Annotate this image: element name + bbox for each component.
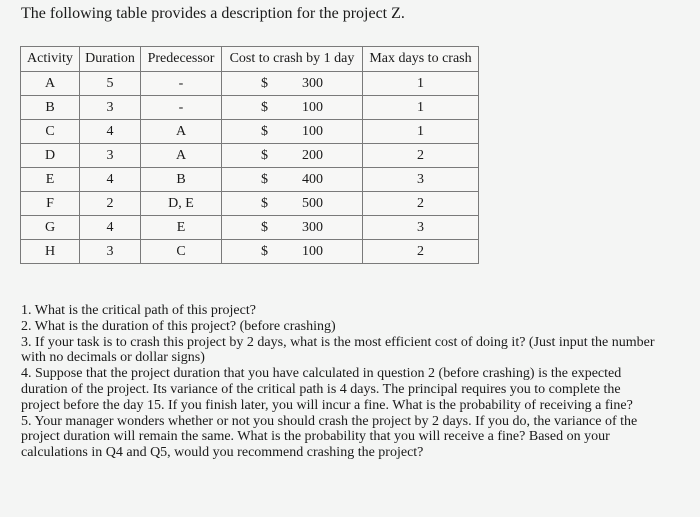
cell-activity: B	[21, 96, 80, 120]
cell-predecessor: -	[141, 96, 222, 120]
question-5: 5. Your manager wonders whether or not you should crash the project by 2 days. If you do, the variance of the project duration will remain the same. What is the probability that you will receive a fine? Based on your calculations in Q4 and Q5, would you recommend crashing the project?	[21, 413, 638, 461]
cell-activity: A	[21, 72, 80, 96]
header-duration: Duration	[80, 47, 141, 72]
currency-sign: $	[261, 244, 268, 259]
cell-predecessor: -	[141, 72, 222, 96]
table-row	[21, 192, 479, 216]
questions-block	[21, 303, 661, 461]
table-row	[21, 240, 479, 264]
intro-text: The following table provides a description for the project Z.	[21, 5, 405, 22]
table-row	[21, 96, 479, 120]
table-header-row	[21, 47, 479, 72]
cell-max-days: 3	[363, 168, 479, 192]
cost-amount: 500	[302, 196, 323, 211]
cell-max-days: 2	[363, 192, 479, 216]
cell-predecessor: C	[141, 240, 222, 264]
cell-predecessor: B	[141, 168, 222, 192]
cell-duration: 4	[80, 168, 141, 192]
cell-duration: 3	[80, 144, 141, 168]
cell-predecessor: A	[141, 144, 222, 168]
currency-sign: $	[261, 172, 268, 187]
cell-duration: 4	[80, 120, 141, 144]
currency-sign: $	[261, 196, 268, 211]
cell-activity: C	[21, 120, 80, 144]
cell-predecessor: D, E	[141, 192, 222, 216]
cell-cost	[222, 240, 363, 264]
cell-duration: 4	[80, 216, 141, 240]
cost-amount: 100	[302, 124, 323, 139]
table-row	[21, 168, 479, 192]
currency-sign: $	[261, 148, 268, 163]
cell-cost	[222, 120, 363, 144]
question-2: 2. What is the duration of this project? (before crashing)	[21, 318, 336, 334]
cell-activity: D	[21, 144, 80, 168]
header-max-days: Max days to crash	[363, 47, 479, 72]
cell-predecessor: E	[141, 216, 222, 240]
header-activity: Activity	[21, 47, 80, 72]
cell-cost	[222, 96, 363, 120]
cell-cost	[222, 216, 363, 240]
table-row	[21, 120, 479, 144]
cell-cost	[222, 192, 363, 216]
cell-duration: 3	[80, 240, 141, 264]
cell-max-days: 1	[363, 72, 479, 96]
currency-sign: $	[261, 76, 268, 91]
question-3: 3. If your task is to crash this project by 2 days, what is the most efficient cost of doing it? (Just input the number with no decimals or dollar signs)	[21, 334, 655, 366]
cell-cost	[222, 168, 363, 192]
project-table	[20, 46, 479, 264]
table-row	[21, 72, 479, 96]
cell-predecessor: A	[141, 120, 222, 144]
header-cost-to-crash: Cost to crash by 1 day	[222, 47, 363, 72]
question-4: 4. Suppose that the project duration that you have calculated in question 2 (before crashing) is the expected duration of the project. Its variance of the critical path is 4 days. The principal requires you to complete the project before the day 15. If you finish later, you will incur a fine. What is the probability of receiving a fine?	[21, 366, 633, 413]
cell-max-days: 3	[363, 216, 479, 240]
table-row	[21, 144, 479, 168]
currency-sign: $	[261, 124, 268, 139]
cell-max-days: 2	[363, 240, 479, 264]
cell-max-days: 1	[363, 120, 479, 144]
cell-cost	[222, 72, 363, 96]
cost-amount: 100	[302, 100, 323, 115]
cell-activity: F	[21, 192, 80, 216]
cell-activity: H	[21, 240, 80, 264]
cell-activity: G	[21, 216, 80, 240]
cell-duration: 2	[80, 192, 141, 216]
cost-amount: 400	[302, 172, 323, 187]
cost-amount: 200	[302, 148, 323, 163]
cell-max-days: 1	[363, 96, 479, 120]
cell-cost	[222, 144, 363, 168]
cost-amount: 300	[302, 220, 323, 235]
cell-duration: 5	[80, 72, 141, 96]
question-1: 1. What is the critical path of this project?	[21, 303, 256, 318]
currency-sign: $	[261, 100, 268, 115]
cell-max-days: 2	[363, 144, 479, 168]
header-predecessor: Predecessor	[141, 47, 222, 72]
cost-amount: 100	[302, 244, 323, 259]
cost-amount: 300	[302, 76, 323, 91]
cell-activity: E	[21, 168, 80, 192]
table-row	[21, 216, 479, 240]
cell-duration: 3	[80, 96, 141, 120]
currency-sign: $	[261, 220, 268, 235]
